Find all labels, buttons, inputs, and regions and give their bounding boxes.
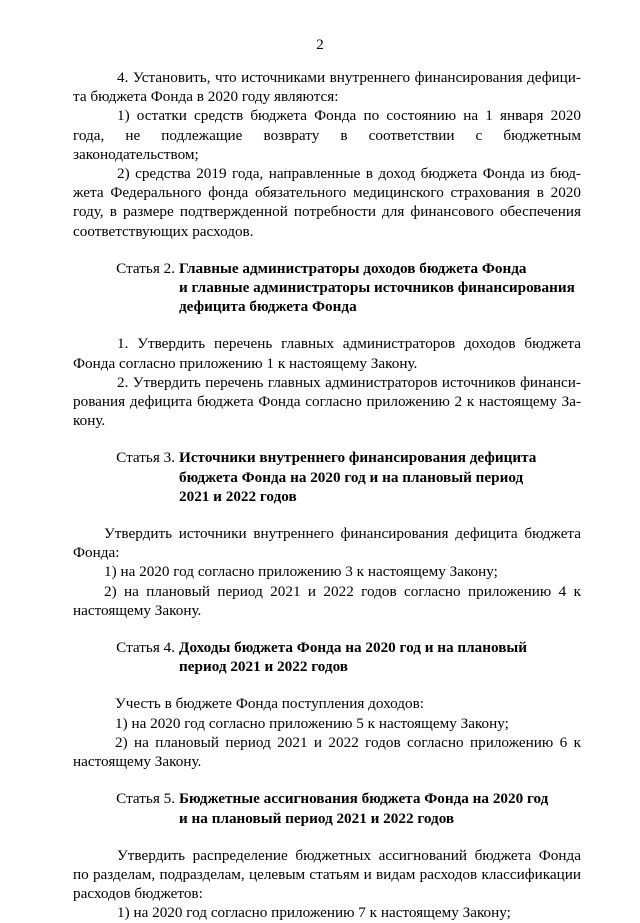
article-title [179, 259, 581, 317]
article-heading [73, 259, 581, 317]
article-title-line: дефицита бюджета Фонда [179, 298, 357, 316]
page-number: 2 [316, 37, 324, 53]
article-heading [73, 638, 581, 676]
paragraph: 2) средства 2019 года, направленные в доход бюджета Фонда из бюд-жета Федерального фонда обязательного медицинского страхования в 2020 году, в размере подтвержденной потребности для финансового обеспечения соответствующих расходов. [73, 165, 581, 240]
article-title [179, 448, 581, 506]
article-label: Статья 2. [116, 259, 175, 277]
article-title-line: Бюджетные ассигнования бюджета Фонда на 2020 год [179, 790, 549, 808]
article-title-line: Источники внутреннего финансирования дефицита [179, 449, 537, 467]
paragraph: 2) на плановый период 2021 и 2022 годов согласно приложению 4 к настоящему Закону. [73, 582, 581, 619]
article-title-line: и главные администраторы источников финансирования [179, 279, 575, 297]
article-title-line: Главные администраторы доходов бюджета Фонда [179, 259, 527, 277]
document-body [73, 68, 581, 923]
article-title [179, 638, 581, 676]
paragraph: 1) на 2020 год согласно приложению 5 к настоящему Закону; [115, 714, 509, 732]
paragraph: 1) остатки средств бюджета Фонда по состоянию на 1 января 2020 года, не подлежащие возврату в соответствии с бюджетным законодательством; [73, 107, 581, 163]
article-title [179, 789, 581, 827]
paragraph: Утвердить источники внутреннего финансирования дефицита бюджета Фонда: [73, 525, 581, 562]
paragraph: Учесть в бюджете Фонда поступления доходов: [115, 695, 424, 713]
article-label: Статья 5. [116, 790, 175, 808]
article-label: Статья 3. [116, 449, 175, 467]
article-title-line: бюджета Фонда на 2020 год и на плановый период [179, 468, 524, 486]
article-title-line: 2021 и 2022 годов [179, 487, 297, 505]
article-title-line: Доходы бюджета Фонда на 2020 год и на плановый [179, 639, 528, 657]
article-title-line: период 2021 и 2022 годов [179, 658, 348, 676]
paragraph: 1) на 2020 год согласно приложению 7 к настоящему Закону; [117, 904, 511, 922]
paragraph: 1) на 2020 год согласно приложению 3 к настоящему Закону; [104, 563, 498, 581]
article-title-line: и на плановый период 2021 и 2022 годов [179, 809, 455, 827]
paragraph: 4. Установить, что источниками внутреннего финансирования дефици-та бюджета Фонда в 2020 году являются: [73, 69, 581, 106]
article-label: Статья 4. [116, 639, 175, 657]
paragraph: 1. Утвердить перечень главных администраторов доходов бюджета Фонда согласно приложению 1 к настоящему Закону. [73, 335, 581, 372]
article-heading [73, 448, 581, 506]
paragraph: Утвердить распределение бюджетных ассигнований бюджета Фонда по разделам, подразделам, целевым статьям и видам расходов классификации расходов бюджетов: [73, 846, 581, 903]
article-heading [73, 789, 581, 827]
paragraph: 2. Утвердить перечень главных администраторов источников финанси-рования дефицита бюджета Фонда согласно приложению 2 к настоящему За-кону. [73, 373, 581, 430]
paragraph: 2) на плановый период 2021 и 2022 годов согласно приложению 6 к настоящему Закону. [73, 733, 581, 771]
